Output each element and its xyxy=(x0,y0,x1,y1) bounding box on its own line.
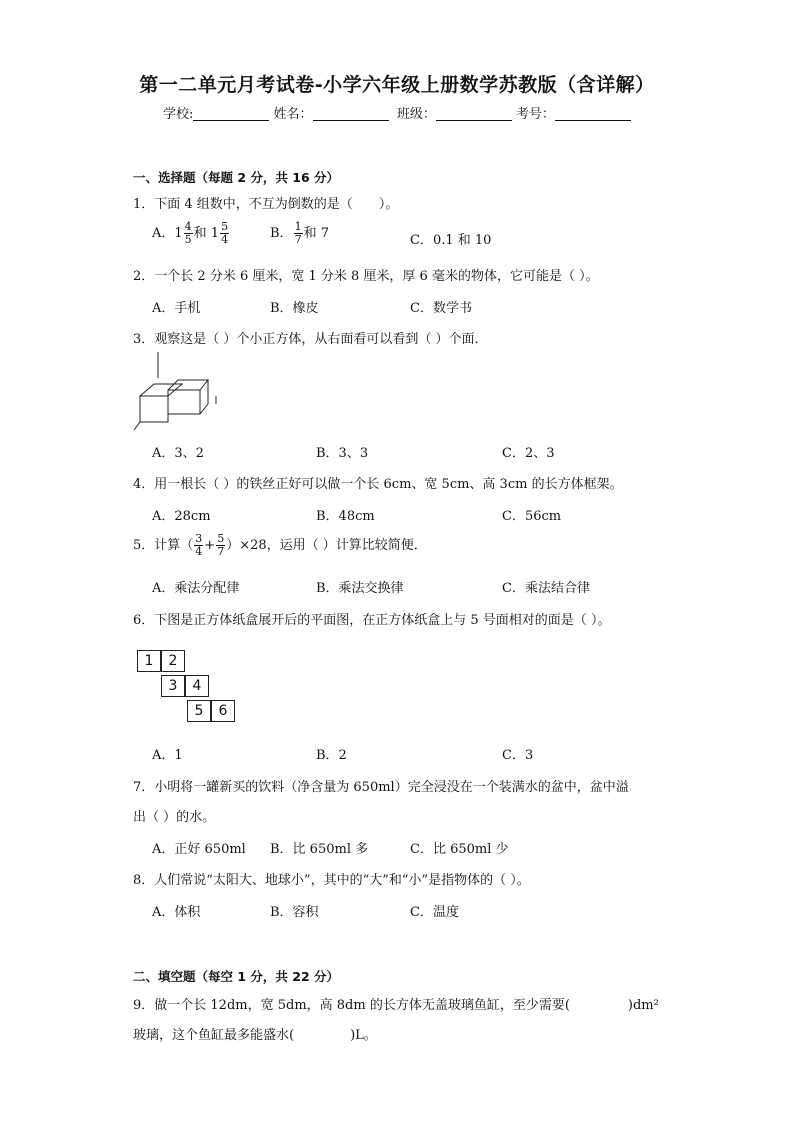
q7-option-c[interactable]: C．比 650ml 少 xyxy=(410,842,509,857)
net-cell-6: 6 xyxy=(211,700,235,722)
number-blank[interactable] xyxy=(555,106,631,121)
option-label: A．1 xyxy=(152,226,183,241)
question-2-text: 2．一个长 2 分米 6 厘米，宽 1 分米 8 厘米，厚 6 毫米的物体，它可能是（ ）。 xyxy=(133,269,599,284)
q8-option-b[interactable]: B．容积 xyxy=(270,905,319,920)
numerator: 1 xyxy=(294,220,302,233)
q4-option-c[interactable]: C．56cm xyxy=(502,509,562,524)
question-8-text: 8．人们常说“太阳大、地球小”，其中的“大”和“小”是指物体的（ ）。 xyxy=(133,873,530,888)
net-cell-3: 3 xyxy=(161,675,185,697)
net-cell-1: 1 xyxy=(137,650,161,672)
section-heading-fill: 二、填空题（每空 1 分，共 22 分） xyxy=(133,969,340,984)
fraction xyxy=(294,221,303,246)
q5-option-a[interactable]: A．乘法分配律 xyxy=(152,581,240,596)
q1-option-b[interactable] xyxy=(270,221,329,246)
numerator: 3 xyxy=(195,532,203,545)
question-5 xyxy=(133,533,427,558)
q3-option-c[interactable]: C．2、3 xyxy=(502,446,555,461)
q2-option-a[interactable]: A．手机 xyxy=(152,301,201,316)
question-5-tail: ）×28，运用（ ）计算比较简便． xyxy=(226,538,427,553)
q5-option-c[interactable]: C．乘法结合律 xyxy=(502,581,590,596)
school-blank[interactable] xyxy=(193,106,269,121)
school-label: 学校: xyxy=(163,107,194,122)
q6-option-c[interactable]: C．3 xyxy=(502,748,534,763)
question-9-text: 9．做一个长 12dm，宽 5dm，高 8dm 的长方体无盖玻璃鱼缸，至少需要( xyxy=(133,998,570,1013)
denominator: 5 xyxy=(184,233,192,246)
q6-option-b[interactable]: B．2 xyxy=(316,748,347,763)
question-1-end: ）。 xyxy=(378,197,399,212)
q7-option-a[interactable]: A．正好 650ml xyxy=(152,842,246,857)
q8-option-c[interactable]: C．温度 xyxy=(410,905,459,920)
question-6-text: 6．下图是正方体纸盒展开后的平面图，在正方体纸盒上与 5 号面相对的面是（ ）。 xyxy=(133,613,611,628)
option-text: 和 1 xyxy=(193,226,220,241)
question-1 xyxy=(133,193,398,212)
class-label: 班级： xyxy=(396,107,436,122)
denominator: 4 xyxy=(221,233,229,246)
q6-option-a[interactable]: A．1 xyxy=(152,748,183,763)
question-9-line2 xyxy=(133,1024,377,1043)
question-4-text: 4．用一根长（ ）的铁丝正好可以做一个长 6cm、宽 5cm、高 3cm 的长方体框架。 xyxy=(133,477,623,492)
denominator: 4 xyxy=(195,545,203,558)
denominator: 7 xyxy=(217,545,225,558)
page-title: 第一二单元月考试卷-小学六年级上册数学苏教版（含详解） xyxy=(139,74,655,96)
fraction xyxy=(216,533,225,558)
q3-option-b[interactable]: B．3、3 xyxy=(316,446,369,461)
denominator: 7 xyxy=(294,233,302,246)
q2-option-b[interactable]: B．橡皮 xyxy=(270,301,319,316)
numerator: 5 xyxy=(221,220,229,233)
q4-option-b[interactable]: B．48cm xyxy=(316,509,375,524)
name-label: 姓名： xyxy=(273,107,313,122)
cube-stack-figure xyxy=(132,352,222,432)
question-1-text: 1．下面 4 组数中，不互为倒数的是（ xyxy=(133,197,353,212)
question-7-line2: 出（ ）的水。 xyxy=(133,810,216,825)
q7-option-b[interactable]: B．比 650ml 多 xyxy=(270,842,369,857)
net-cell-2: 2 xyxy=(161,650,185,672)
q5-option-b[interactable]: B．乘法交换律 xyxy=(316,581,404,596)
number-label: 考号： xyxy=(515,107,555,122)
q2-option-c[interactable]: C．数学书 xyxy=(410,301,472,316)
fraction xyxy=(194,533,203,558)
q1-option-a[interactable] xyxy=(152,221,230,246)
question-7-line1: 7．小明将一罐新买的饮料（净含量为 650ml）完全浸没在一个装满水的盆中，盆中溢 xyxy=(133,780,629,795)
q8-option-a[interactable]: A．体积 xyxy=(152,905,201,920)
q3-option-a[interactable]: A．3、2 xyxy=(152,446,204,461)
q4-option-a[interactable]: A．28cm xyxy=(152,509,211,524)
q1-option-c[interactable]: C．0.1 和 10 xyxy=(410,233,492,248)
class-blank[interactable] xyxy=(436,106,512,121)
numerator: 4 xyxy=(184,220,192,233)
student-info-line xyxy=(0,103,794,122)
numerator: 5 xyxy=(217,532,225,545)
question-9-unit-2: )L。 xyxy=(350,1028,377,1043)
question-5-label: 5．计算（ xyxy=(133,538,194,553)
option-label: B． xyxy=(270,226,293,241)
name-blank[interactable] xyxy=(313,106,389,121)
fraction xyxy=(184,221,193,246)
section-heading-choice: 一、选择题（每题 2 分，共 16 分） xyxy=(133,170,340,185)
plus-sign: + xyxy=(204,538,216,553)
option-text: 和 7 xyxy=(303,226,329,241)
question-9-unit: )dm² xyxy=(627,998,659,1013)
net-cell-5: 5 xyxy=(187,700,211,722)
question-9-text-2: 玻璃，这个鱼缸最多能盛水( xyxy=(133,1028,295,1043)
fraction xyxy=(220,221,229,246)
question-3-text: 3．观察这是（ ）个小正方体，从右面看可以看到（ ）个面． xyxy=(133,332,488,347)
question-9-line1 xyxy=(133,994,659,1013)
net-cell-4: 4 xyxy=(185,675,209,697)
